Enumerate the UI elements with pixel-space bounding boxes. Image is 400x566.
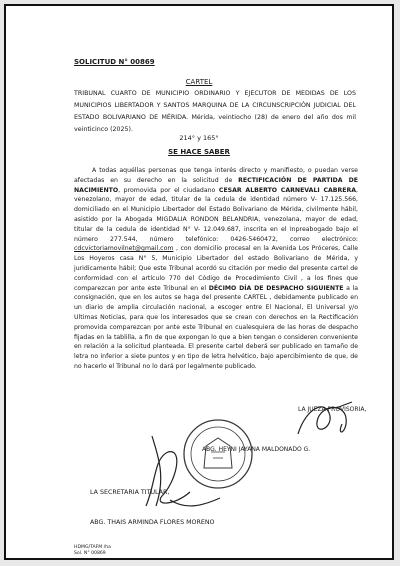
year-reference: 214° y 165° [179,134,219,142]
body-text-2: , promovida por el ciudadano [118,186,219,194]
se-hace-saber-heading: SE HACE SABER [168,148,230,156]
body-text-4: , con domicilio procesal en la Avenida Los Próceres, Calle Los Hoyeros casa N° 5, Municipio Libertador del estado Bolivariano de Mérida, y juridicamente hábil; Que este Tribunal acordó su citación por medio del presente cartel de conformidad con el artículo 770 del Código de Procedimiento Civil , a los fines que comparezcan por ante este Tribunal en el [74,245,358,292]
solicitud-number: SOLICITUD N° 00869 [74,58,155,66]
tribunal-header: TRIBUNAL CUARTO DE MUNICIPIO ORDINARIO Y EJECUTOR DE MEDIDAS DE LOS MUNICIPIOS LIBERTADOR Y SANTOS MARQUINA DE LA CIRCUNSCRIPCIÓN JUDICIAL DEL ESTADO BOLIVARIANO DE MÉRIDA. Mérida, veintiocho (28) de enero del año dos mil veinticinco (2025). [74,90,356,133]
court-seal-stamp [184,420,252,488]
body-text-5: a la consignación, que en los autos se haga del presente CARTEL , debidamente publicado en un diario de amplia circulación nacional, a escoger entre El Nacional, El Universal y/o Ultimas Noticias, para que los interesados que se crean con derechos en la Rectificación promovida comparezcan por ante este Tribunal en cualesquiera de las horas de despacho fijadas en la tablilla, a fin de que expongan lo que a bien tengan o consideren conveniente en relación a la solicitud planteada. El presente cartel deberá ser publicado en tamaño de letra no inferior a siete puntos y en tipo de letra helvético, bajo apercibimiento de que, de no hacerlo el Tribunal no lo dará por legalmente publicado. [74,284,358,370]
footer-initials [74,545,111,557]
document-page [4,4,394,560]
secretaria-name: ABG. THAIS ARMINDA FLORES MORENO [90,519,215,526]
body-bold-decimo-dia: DÉCIMO DÍA DE DESPACHO SIGUIENTE [208,284,344,292]
body-text-3: , venezolano, mayor de edad, titular de la cedula de identidad número V- 17.125.566, domiciliado en el Municipio Libertador del Estado Bolivariano de Mérida, civilmente hábil, asistido por la Abogada MIGDALIA RONDON BELANDRIA, venezolana, mayor de edad, titular de la cedula de identidad N° V- 12.049.687, inscrita en el Inpreabogado bajo el número 277.544, número telefónico: 0426-5460472, correo electrónico: [74,186,359,243]
jueza-label: LA JUEZA PROVISORIA, [298,406,367,413]
signatures-and-stamp [6,6,392,558]
body-bold-promovente: CESAR ALBERTO CARNEVALI CABRERA [218,186,357,194]
secretaria-label: LA SECRETARIA TITULAR, [90,489,170,496]
cartel-heading: CARTEL [185,78,213,86]
jueza-name: ABG. HEYNI JAYANA MALDONADO G. [202,446,311,453]
body-bold-rectificacion: RECTIFICACIÓN DE PARTIDA DE NACIMIENTO [74,176,358,194]
footer-initials-line: HDMG/TAFM /ha [74,545,111,550]
email-link[interactable]: cdcvictoriamovilnet@gmail.com [74,245,174,253]
footer-solicitud-line: Sol. N° 00869 [74,551,106,556]
body-text-1: A todas aquéllas personas que tenga interés directo y manifiesto, o puedan verse afectadas en su derecho en la solicitud de [74,167,358,184]
